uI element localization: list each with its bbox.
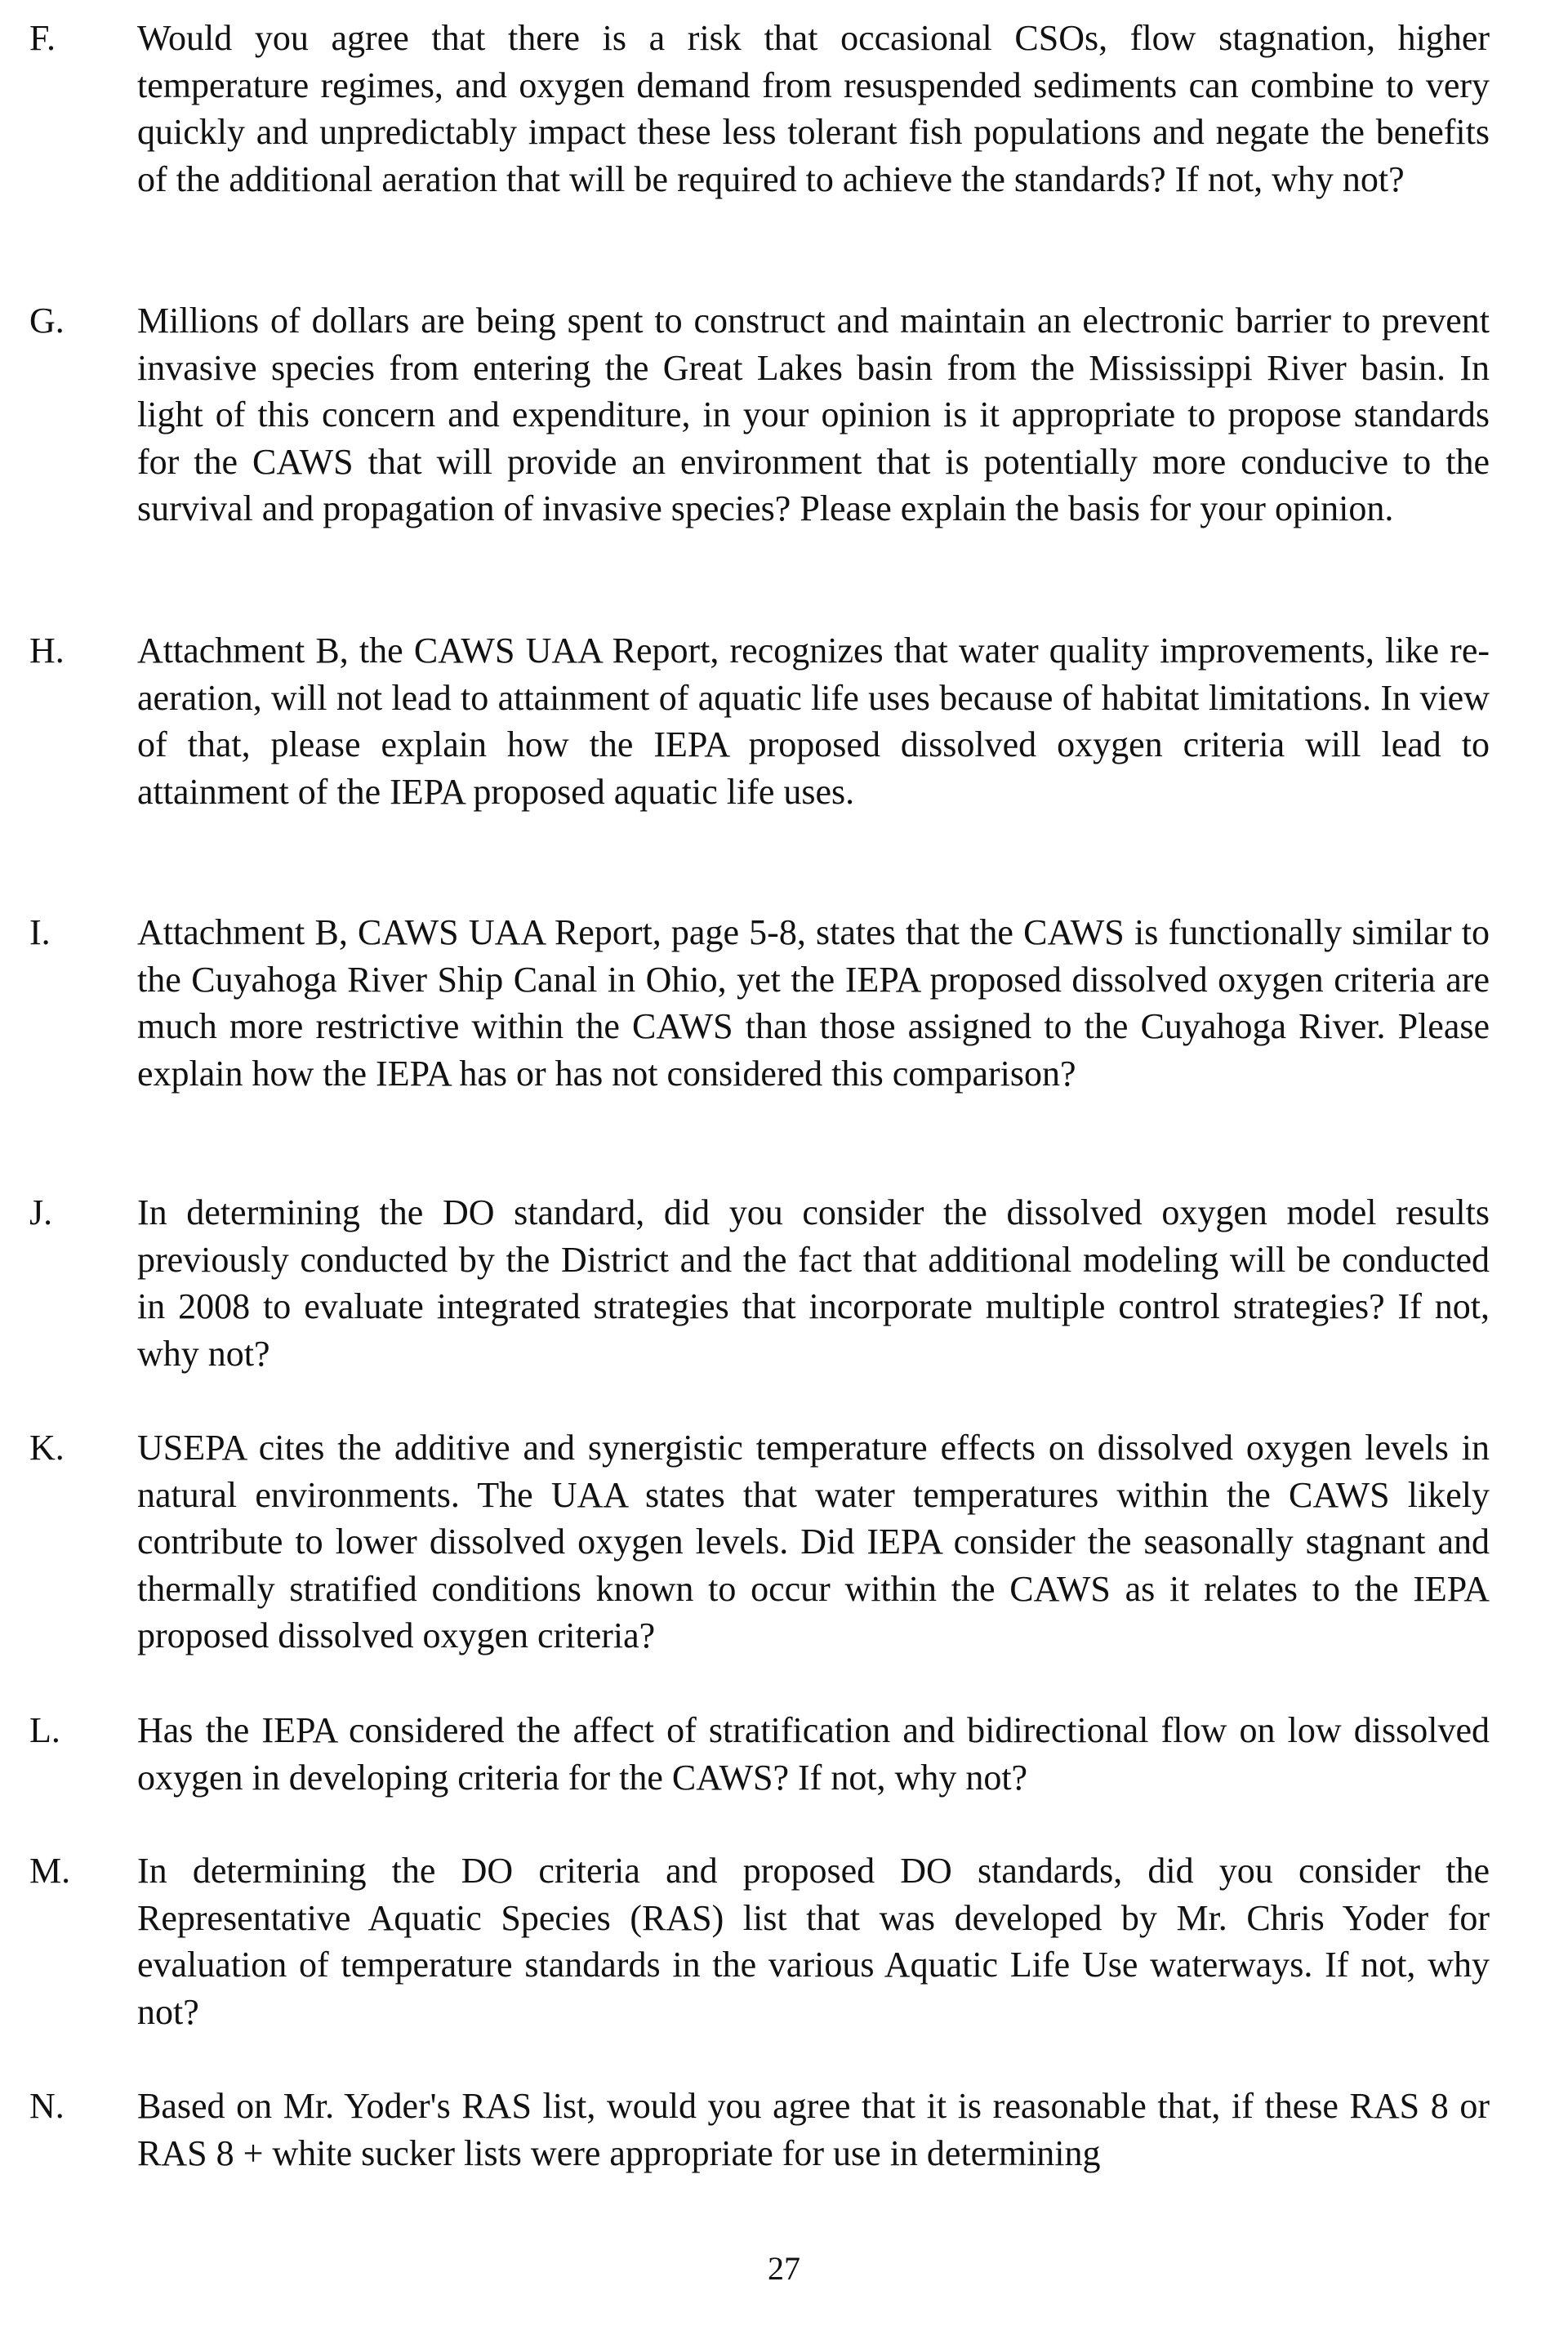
question-text: Attachment B, CAWS UAA Report, page 5-8, states that the CAWS is functionally similar to the Cuyahoga River Ship Canal in Ohio, yet the IEPA proposed dissolved oxygen criteria are much more restrictive within the CAWS than those assigned to the Cuyahoga River. Please explain how the IEPA has or has not considered this comparison? [137, 912, 1490, 1094]
question-text: Based on Mr. Yoder's RAS list, would you agree that it is reasonable that, if these RAS 8 or RAS 8 + white sucker lists were appropriate for use in determining [137, 2086, 1490, 2173]
question-text: USEPA cites the additive and synergistic temperature effects on dissolved oxygen levels in natural environments. The UAA states that water temperatures within the CAWS likely contribute to lower dissolved oxygen levels. Did IEPA consider the seasonally stagnant and thermally stratified conditions known to occur within the CAWS as it relates to the IEPA proposed dissolved oxygen criteria? [137, 1428, 1490, 1655]
question-letter: H. [29, 631, 65, 671]
question-text: Would you agree that there is a risk that occasional CSOs, flow stagnation, higher temperature regimes, and oxygen demand from resuspended sediments can combine to very quickly and unpredictably impact these less tolerant fish populations and negate the benefits of the additional aeration that will be required to achieve the standards? If not, why not? [137, 18, 1490, 199]
question-text: Millions of dollars are being spent to construct and maintain an electronic barrier to prevent invasive species from entering the Great Lakes basin from the Mississippi River basin. In light of this concern and expenditure, in your opinion is it appropriate to propose standards for the CAWS that will provide an environment that is potentially more conducive to the survival and propagation of invasive species? Please explain the basis for your opinion. [137, 301, 1490, 528]
question-letter: I. [29, 912, 51, 952]
question-letter: L. [29, 1710, 60, 1750]
question-text: Has the IEPA considered the affect of stratification and bidirectional flow on low dissolved oxygen in developing criteria for the CAWS? If not, why not? [137, 1710, 1490, 1798]
question-letter: K. [29, 1428, 65, 1468]
question-text: Attachment B, the CAWS UAA Report, recognizes that water quality improvements, like re-aeration, will not lead to attainment of aquatic life uses because of habitat limitations. In view of that, please explain how the IEPA proposed dissolved oxygen criteria will lead to attainment of the IEPA proposed aquatic life uses. [137, 631, 1490, 812]
page-number: 27 [768, 2250, 800, 2287]
question-text: In determining the DO standard, did you consider the dissolved oxygen model results previously conducted by the District and the fact that additional modeling will be conducted in 2008 to evaluate integrated strategies that incorporate multiple control strategies? If not, why not? [137, 1192, 1490, 1374]
question-text: In determining the DO criteria and proposed DO standards, did you consider the Representative Aquatic Species (RAS) list that was developed by Mr. Chris Yoder for evaluation of temperature standards in the various Aquatic Life Use waterways. If not, why not? [137, 1851, 1490, 2032]
question-letter: N. [29, 2086, 65, 2126]
question-letter: F. [29, 18, 56, 58]
question-letter: J. [29, 1192, 53, 1232]
question-letter: M. [29, 1851, 71, 1891]
question-letter: G. [29, 301, 65, 341]
